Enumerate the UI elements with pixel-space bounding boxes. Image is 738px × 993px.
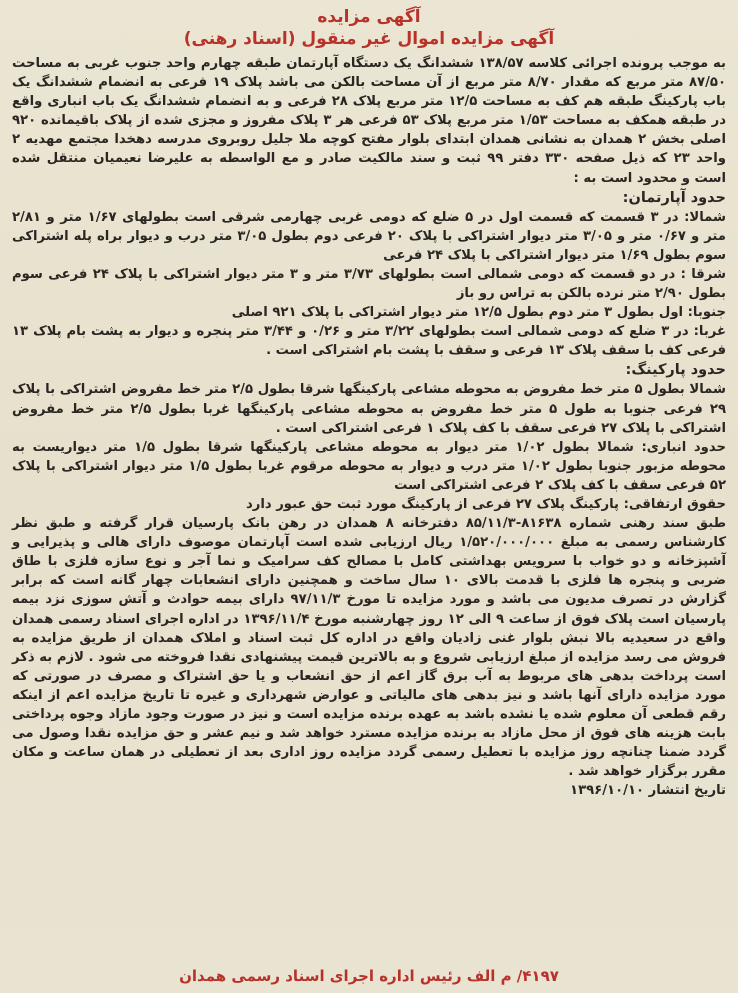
publish-date: تاریخ انتشار ۱۳۹۶/۱۰/۱۰ [570, 783, 726, 799]
auction-details: طبق سند رهنی شماره ۸۱۶۳۸-۸۵/۱۱/۳ دفترخانه ۸ همدان در رهن بانک پارسیان قرار گرفته و طبق نظر کارشناس رسمی به مبلغ ۱/۵۲۰/۰۰۰/۰۰۰ ریال ارزیابی شده است آپارتمان موصوف دارای هالی و پذیرایی و آشپزخانه و دو خواب با سرویس بهداشتی کامل با مصالح کف سرامیک و نما آجر و نوع سازه فلزی با طاق ضربی و پنجره ها فلزی با قدمت بالای ۱۰ سال ساخت و همچنین دارای انشعابات چهار گانه است که برابر گزارش در تصرف مدیون می باشد و مورد مزایده تا مورخ ۹۷/۱۱/۳ دارای بیمه حوادث و آتش سوزی نزد بیمه پارسیان است پلاک فوق از ساعت ۹ الی ۱۲ روز چهارشنبه مورخ ۱۳۹۶/۱۱/۴ در اداره اجرای اسناد رسمی همدان واقع در سعیدیه بالا نبش بلوار غنی زادیان واقع در اداره کل ثبت اسناد و املاک همدان از طریق مزایده به فروش می رسد مزایده از مبلغ ارزیابی شروع و به بالاترین قیمت پیشنهادی نقدا فروخته می شود . لازم به ذکر است پرداخت بدهی های مربوط به آب برق گاز اعم از حق انشعاب و یا حق اشتراک و مصرف در صورتی که مورد مزایده دارای آنها باشد و نیز بدهی های مالیاتی و عوارض شهرداری و غیره تا تاریخ مزایده اعم از اینکه رقم قطعی آن معلوم شده یا نشده باشد به عهده برنده مزایده است و نیز در صورت وجود مازاد وجوه پرداختی بابت هزینه های فوق از محل مازاد به برنده مزایده مسترد خواهد شد و نیم عشر و حق مزایده نقدا وصول می گردد ضمنا چنانچه روز مزایده با تعطیل رسمی گردد مزایده روز اداری بعد از تعطیلی در همان ساعت و مکان مقرر برگزار خواهد شد . [12, 516, 727, 780]
notice-subtitle: آگهی مزایده اموال غیر منقول (اسناد رهنی) [183, 29, 555, 49]
easement-rights: حقوق ارتفاقی: پارکینگ پلاک ۲۷ فرعی از پارکینگ مورد ثبت حق عبور دارد [245, 496, 726, 512]
notice-body [12, 54, 726, 781]
notice-title: آگهی مزایده [317, 7, 421, 27]
intro-paragraph: به موجب پرونده اجرائی کلاسه ۱۳۸/۵۷ ششدانگ یک دستگاه آپارتمان طبقه چهارم واحد جنوب غربی به مساحت ۸۷/۵۰ متر مربع که مقدار ۸/۷۰ متر مربع از آن مساحت بالکن می باشد پلاک ۱۹ فرعی به انضمام ششدانگ یک باب پارکینگ طبقه هم کف به مساحت ۱۲/۵ متر مربع پلاک ۲۸ فرعی و به انضمام ششدانگ یک باب انباری واقع در طبقه همکف به مساحت ۱/۵۳ متر مربع پلاک ۵۳ فرعی هر ۳ پلاک مفروز و مجزی شده از پلاک باقیمانده ۹۲۰ اصلی بخش ۲ همدان به نشانی همدان ابتدای بلوار مفتح کوچه ملا جلیل روبروی مدرسه دهخدا مجتمع مهدیه ۲ واحد ۲۳ که ذیل صفحه ۳۳۰ دفتر ۹۹ ثبت و سند مالکیت صادر و مع الواسطه به علیرضا نعیمیان منتقل شده است و محدود است به : [12, 56, 726, 186]
storage-bounds: حدود انباری: شمالا بطول ۱/۰۲ متر دیوار به محوطه مشاعی پارکینگها شرقا بطول ۱/۵ متر دیواریست به محوطه مزبور جنوبا بطول ۱/۰۲ متر درب و دیوار به محوطه مرقوم غربا بطول ۱/۵ متر دیوار اشتراکی با پلاک ۵۲ فرعی سقف با کف پلاک ۲ فرعی اشتراکی است [12, 439, 727, 493]
apartment-south: جنوبا: اول بطول ۳ متر دوم بطول ۱۲/۵ متر دیوار اشتراکی با پلاک ۹۲۱ اصلی [231, 305, 726, 321]
apartment-east: شرقا : در دو قسمت که دومی شمالی است بطولهای ۳/۷۳ متر و ۳ متر دیوار اشتراکی با پلاک ۲۴ فرعی سوم بطول ۲/۹۰ متر نرده بالکن به تراس رو باز [12, 266, 726, 302]
apartment-bounds-heading: حدود آپارتمان: [622, 189, 726, 206]
parking-bounds-heading: حدود پارکینگ: [625, 362, 726, 379]
apartment-west: غربا: در ۳ ضلع که دومی شمالی است بطولهای ۳/۲۲ متر و ۰/۲۶ و ۳/۴۴ متر پنجره و دیوار به پشت بام پلاک ۱۳ فرعی کف با سقف پلاک ۱۳ فرعی و سقف با پشت بام اشتراکی است . [12, 324, 726, 359]
apartment-north: شمالا: در ۳ قسمت که قسمت اول در ۵ ضلع که دومی غربی چهارمی شرقی است بطولهای ۱/۶۷ متر و ۲/۸۱ متر و ۰/۶۷ متر و ۳/۰۵ متر دیوار اشتراکی با پلاک ۲۰ فرعی دوم بطول ۳/۰۵ متر درب و دیوار براه پله اشتراکی سوم بطول ۱/۶۹ متر دیوار اشتراکی با پلاک ۲۴ فرعی [12, 209, 726, 263]
signature-line: ۴۱۹۷/ م الف رئیس اداره اجرای اسناد رسمی همدان [179, 967, 559, 985]
parking-bounds: شمالا بطول ۵ متر خط مفروض به محوطه مشاعی پارکینگها شرقا بطول ۲/۵ متر خط مفروض اشتراکی با پلاک ۲۹ فرعی جنوبا به طول ۵ متر خط مفروض به محوطه مشاعی پارکینگها غربا بطول ۲/۵ متر خط مفروض اشتراکی با پلاک ۲۷ فرعی سقف با کف پلاک ۱ فرعی اشتراکی است . [12, 382, 726, 436]
